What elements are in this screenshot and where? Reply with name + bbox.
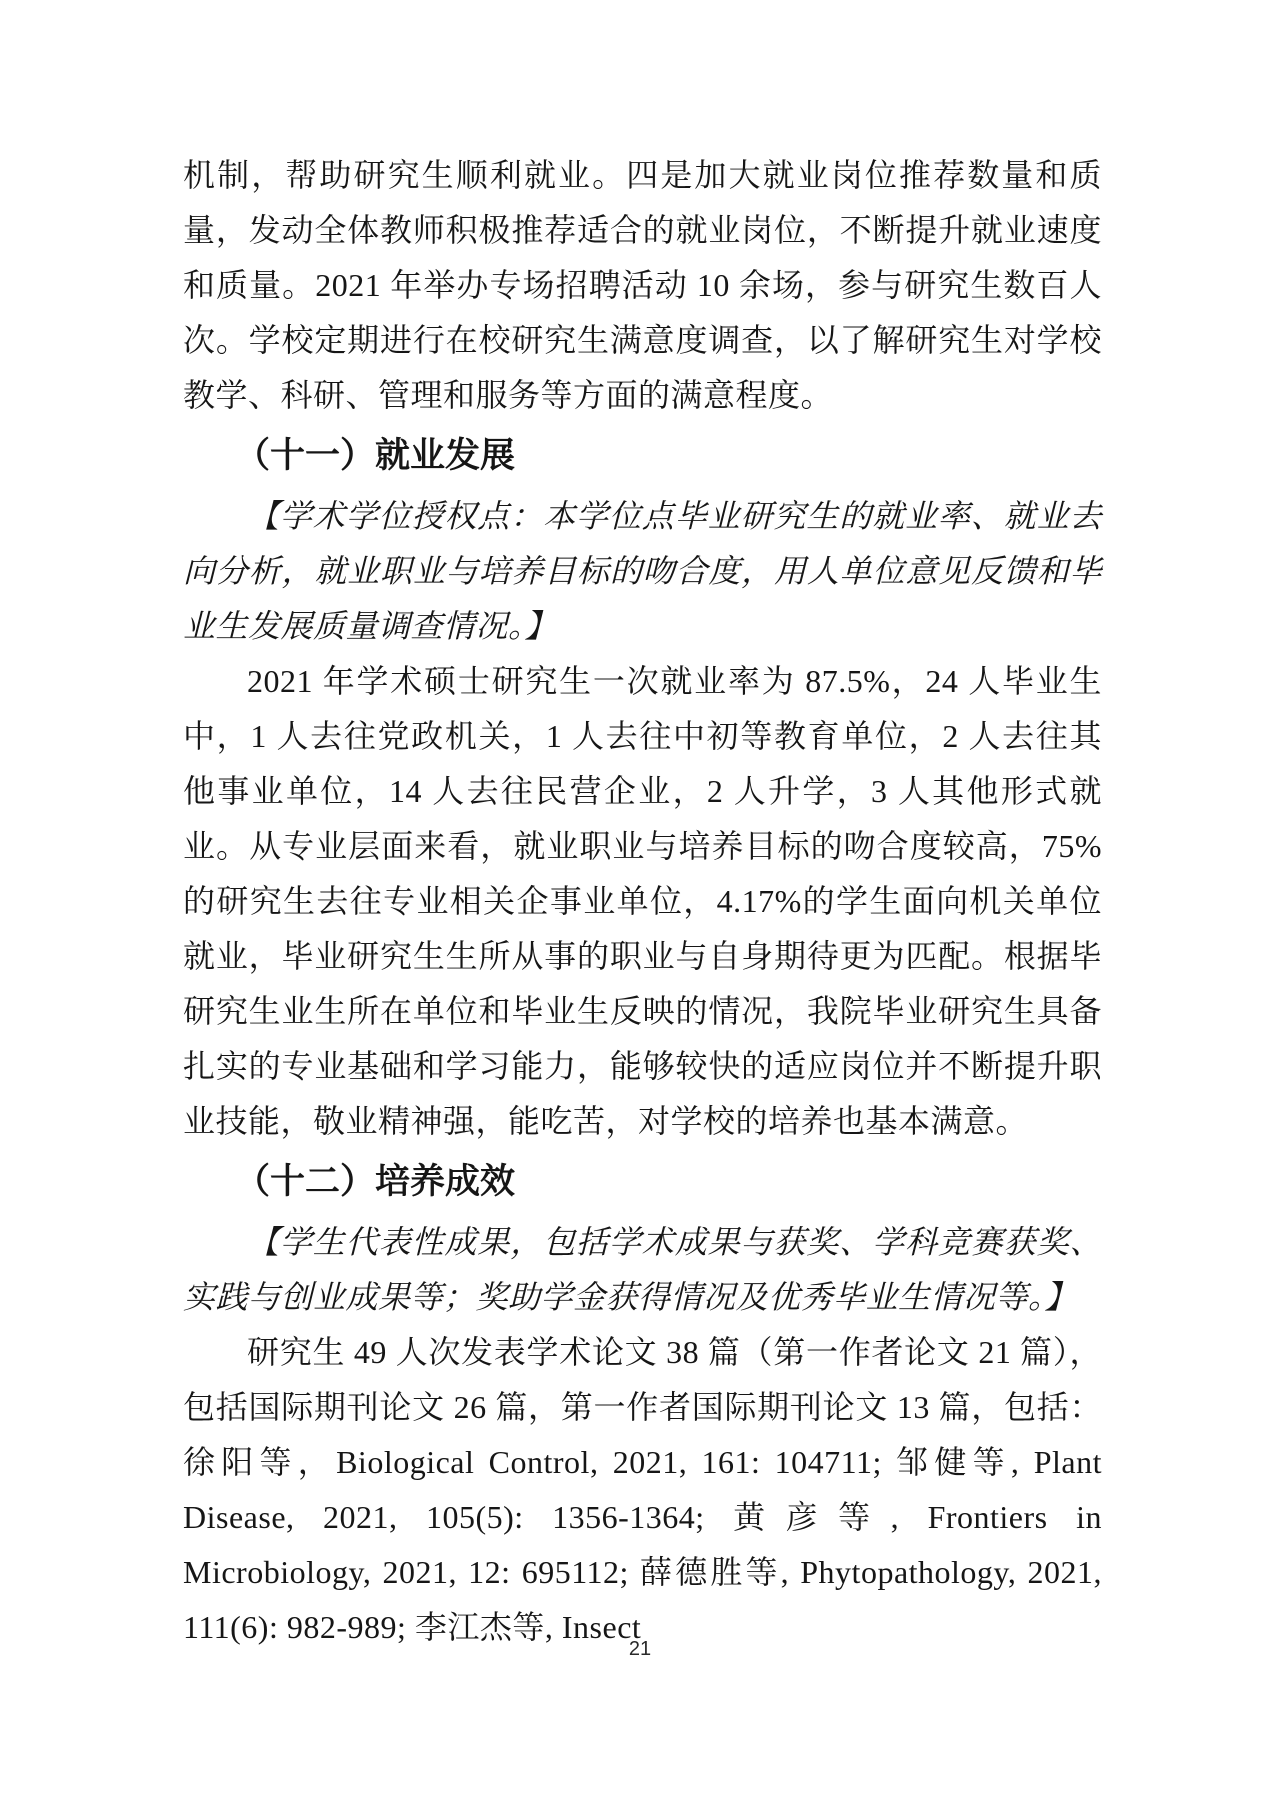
section-heading-training-achievements: （十二）培养成效 <box>235 1162 516 1201</box>
annotation-employment-scope: 【学术学位授权点：本学位点毕业研究生的就业率、就业去向分析，就业职业与培养目标的吻合度，用人单位意见反馈和毕业生发展质量调查情况。】 <box>183 498 1102 644</box>
paragraph-employment-statistics: 2021 年学术硕士研究生一次就业率为 87.5%，24 人毕业生中，1 人去往党政机关，1 人去往中初等教育单位，2 人去往其他事业单位，14 人去往民营企业，2 人升学，3 人其他形式就业。从专业层面来看，就业职业与培养目标的吻合度较高，75%的研究生去往专业相关企事业单位，4.17%的学生面向机关单位就业，毕业研究生生所从事的职业与自身期待更为匹配。根据毕研究生业生所在单位和毕业生反映的情况，我院毕业研究生具备扎实的专业基础和学习能力，能够较快的适应岗位并不断提升职业技能，敬业精神强，能吃苦，对学校的培养也基本满意。 <box>183 663 1102 1139</box>
text-block <box>183 148 1102 1655</box>
annotation-achievements-scope: 【学生代表性成果，包括学术成果与获奖、学科竞赛获奖、实践与创业成果等；奖助学金获得情况及优秀毕业生情况等。】 <box>183 1224 1102 1315</box>
page-number: 21 <box>628 1638 652 1660</box>
section-heading-employment-development: （十一）就业发展 <box>235 436 516 475</box>
paragraph-employment-support: 机制，帮助研究生顺利就业。四是加大就业岗位推荐数量和质量，发动全体教师积极推荐适合的就业岗位，不断提升就业速度和质量。2021 年举办专场招聘活动 10 余场，参与研究生数百人次。学校定期进行在校研究生满意度调查，以了解研究生对学校教学、科研、管理和服务等方面的满意程度。 <box>183 157 1102 413</box>
paragraph-publications: 研究生 49 人次发表学术论文 38 篇（第一作者论文 21 篇），包括国际期刊论文 26 篇，第一作者国际期刊论文 13 篇，包括：徐阳等，Biological Control, 2021, 161: 104711; 邹健等, Plant Disease, 2021, 105(5): 1356-1364; 黄彦等, Frontiers in Microbiology, 2021, 12: 695112; 薛德胜等, Phytopathology, 2021, 111(6): 982-989; 李江杰等, Insect <box>183 1334 1102 1645</box>
